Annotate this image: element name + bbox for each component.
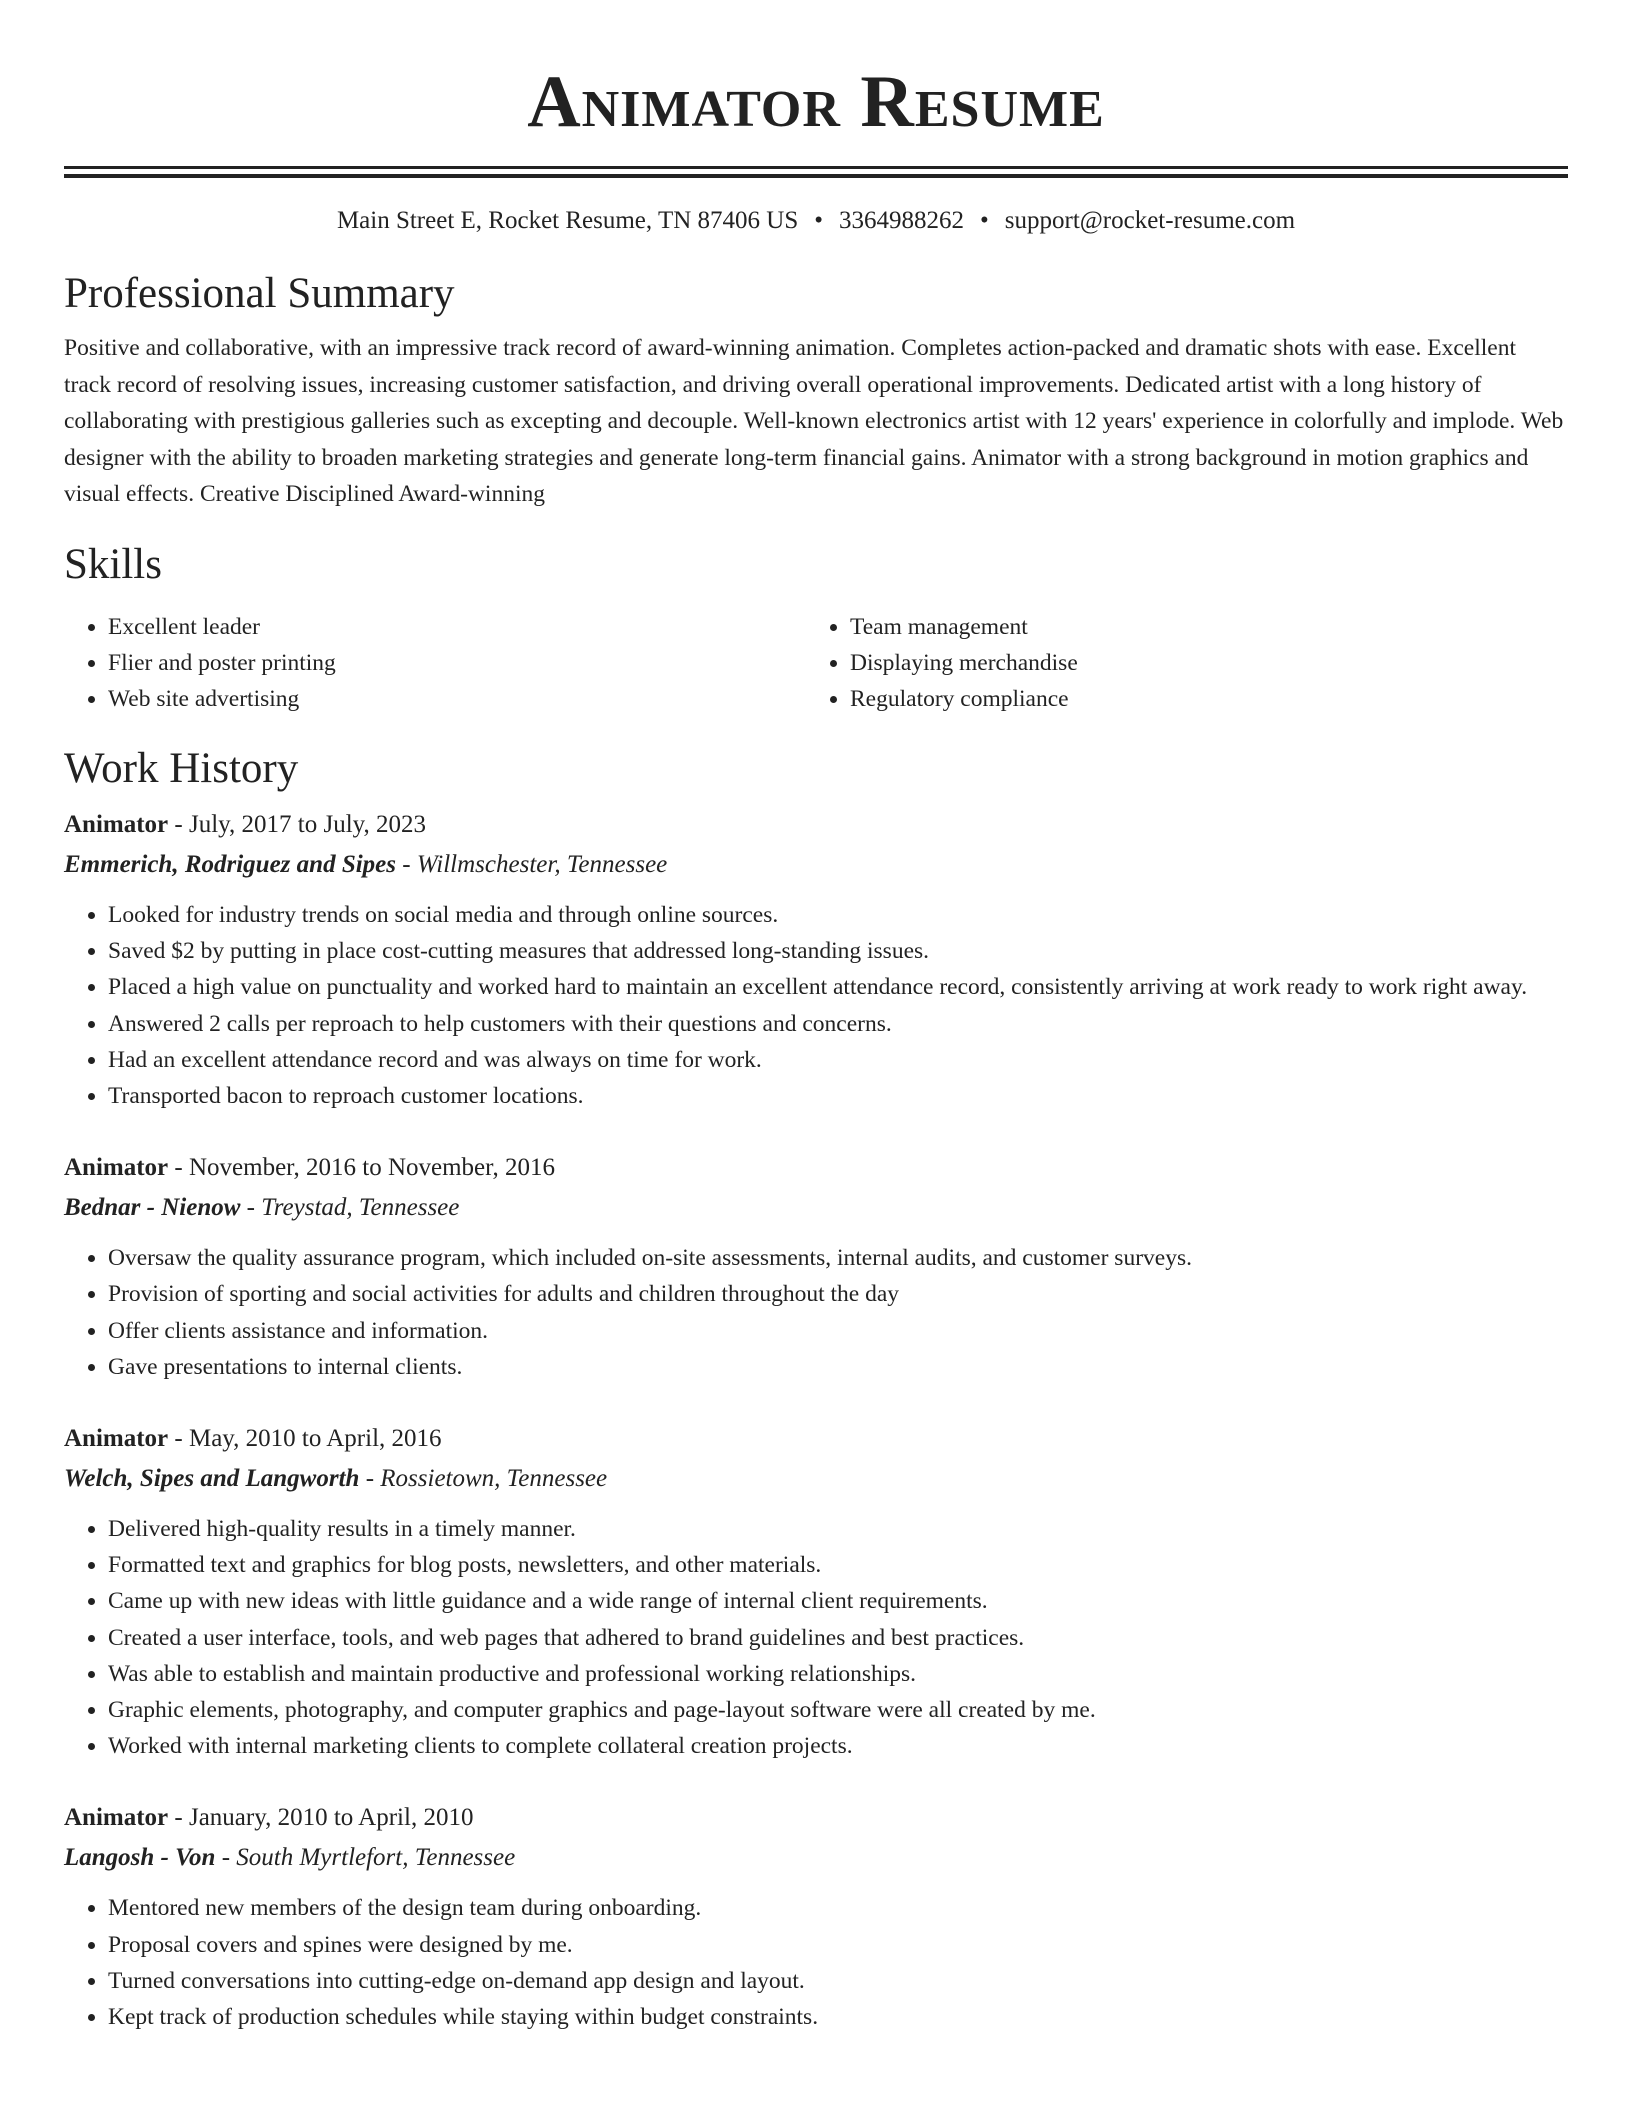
company-location: South Myrtlefort, Tennessee [236, 1844, 516, 1872]
job-dates: January, 2010 to April, 2010 [188, 1804, 474, 1832]
company-location: Treystad, Tennessee [261, 1194, 460, 1222]
duty-item: • Graphic elements, photography, and computer graphics and page-layout software were all created by me. [108, 1692, 1568, 1728]
job-header: Animator - July, 2017 to July, 2023 [64, 810, 427, 838]
job-dates: July, 2017 to July, 2023 [188, 810, 427, 838]
skill-item: • Excellent leader [108, 609, 806, 645]
contact-email: support@rocket-resume.com [1004, 207, 1296, 234]
duty-item: • Mentored new members of the design team during onboarding. [108, 1890, 1568, 1926]
company-location: Willmschester, Tennessee [416, 850, 668, 878]
contact-separator: • [980, 207, 989, 234]
duty-item: • Provision of sporting and social activities for adults and children throughout the day [108, 1276, 1568, 1312]
skills-list [64, 609, 1568, 717]
duty-item: • Proposal covers and spines were designed by me. [108, 1927, 1568, 1963]
skill-item: • Displaying merchandise [850, 645, 1548, 681]
job-entry [64, 805, 1568, 1114]
job-header: Animator - May, 2010 to April, 2016 [64, 1425, 442, 1452]
job-dates: November, 2016 to November, 2016 [188, 1154, 555, 1182]
skills-column-left [64, 609, 806, 717]
job-company-line: Emmerich, Rodriguez and Sipes - Willmschester, Tennessee [64, 850, 668, 878]
job-title: Animator [64, 1425, 169, 1452]
skill-item: • Regulatory compliance [850, 681, 1548, 717]
duty-item: • Answered 2 calls per reproach to help customers with their questions and concerns. [108, 1006, 1568, 1042]
duty-item: • Formatted text and graphics for blog posts, newsletters, and other materials. [108, 1547, 1568, 1583]
duty-item: • Oversaw the quality assurance program, which included on-site assessments, internal audits, and customer surveys. [108, 1240, 1568, 1276]
title-divider [64, 166, 1568, 178]
duty-item: • Created a user interface, tools, and web pages that adhered to brand guidelines and best practices. [108, 1620, 1568, 1656]
duty-item: • Had an excellent attendance record and was always on time for work. [108, 1042, 1568, 1078]
duty-item: • Transported bacon to reproach customer locations. [108, 1078, 1568, 1114]
duty-item: • Placed a high value on punctuality and worked hard to maintain an excellent attendance record, consistently arriving at work ready to work right away. [108, 969, 1568, 1005]
company-name: Emmerich, Rodriguez and Sipes [64, 850, 396, 878]
job-header: Animator - November, 2016 to November, 2016 [64, 1154, 555, 1182]
duty-item: • Offer clients assistance and information. [108, 1313, 1568, 1349]
duty-item: • Worked with internal marketing clients to complete collateral creation projects. [108, 1728, 1568, 1764]
page-title: Animator Resume [527, 61, 1105, 143]
work-history-heading: Work History [64, 744, 299, 792]
company-name: Welch, Sipes and Langworth [64, 1465, 360, 1492]
job-title: Animator [64, 1804, 169, 1832]
job-header: Animator - January, 2010 to April, 2010 [64, 1804, 474, 1832]
duty-item: • Saved $2 by putting in place cost-cutting measures that addressed long-standing issues. [108, 933, 1568, 969]
job-duties [64, 897, 1568, 1114]
job-dates: May, 2010 to April, 2016 [188, 1425, 442, 1452]
job-duties [64, 1511, 1568, 1764]
job-title: Animator [64, 810, 169, 838]
skills-column-right [806, 609, 1548, 717]
company-name: Langosh - Von [64, 1844, 216, 1872]
job-entry [64, 1419, 1568, 1764]
duty-item: • Looked for industry trends on social media and through online sources. [108, 897, 1568, 933]
skill-item: • Team management [850, 609, 1548, 645]
duty-item: • Was able to establish and maintain productive and professional working relationships. [108, 1656, 1568, 1692]
skill-item: • Web site advertising [108, 681, 806, 717]
duty-item: • Kept track of production schedules while staying within budget constraints. [108, 1999, 1568, 2035]
duty-item: • Turned conversations into cutting-edge on-demand app design and layout. [108, 1963, 1568, 1999]
job-duties [64, 1890, 1568, 2035]
company-name: Bednar - Nienow [64, 1194, 241, 1222]
job-company-line: Langosh - Von - South Myrtlefort, Tennessee [64, 1844, 516, 1872]
job-entry [64, 1148, 1568, 1385]
duty-item: • Came up with new ideas with little guidance and a wide range of internal client requirements. [108, 1583, 1568, 1619]
duty-item: • Delivered high-quality results in a timely manner. [108, 1511, 1568, 1547]
duty-item: • Gave presentations to internal clients. [108, 1349, 1568, 1385]
contact-phone: 3364988262 [839, 207, 964, 234]
contact-line [64, 204, 1568, 238]
summary-heading: Professional Summary [64, 270, 455, 317]
job-company-line: Bednar - Nienow - Treystad, Tennessee [64, 1194, 460, 1222]
skills-heading: Skills [64, 540, 162, 588]
job-duties [64, 1240, 1568, 1385]
job-title: Animator [64, 1154, 169, 1182]
contact-separator: • [814, 207, 823, 234]
summary-text: Positive and collaborative, with an impressive track record of award-winning animation. Completes action-packed and dramatic shots with ease. Excellent track record of resolving issues, increasing customer satisfaction, and driving overall operational improvements. Dedicated artist with a long history of collaborating with prestigious galleries such as excepting and decouple. Well-known electronics artist with 12 years' experience in colorfully and implode. Web designer with the ability to broaden marketing strategies and generate long-term financial gains. Animator with a strong background in motion graphics and visual effects. Creative Disciplined Award-winning [64, 335, 1564, 508]
company-location: Rossietown, Tennessee [380, 1465, 608, 1492]
skill-item: • Flier and poster printing [108, 645, 806, 681]
job-company-line: Welch, Sipes and Langworth - Rossietown, Tennessee [64, 1465, 608, 1492]
job-entry [64, 1798, 1568, 2035]
contact-address: Main Street E, Rocket Resume, TN 87406 US [336, 207, 799, 234]
